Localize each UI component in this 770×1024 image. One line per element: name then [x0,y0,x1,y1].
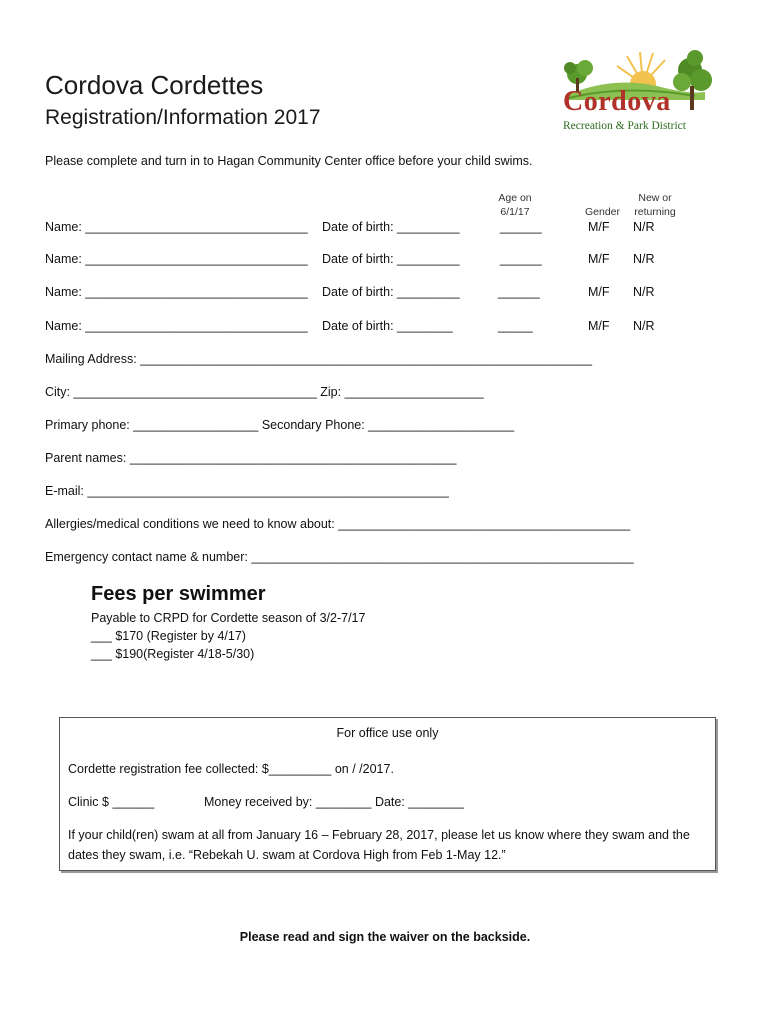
office-use-heading: For office use only [336,726,439,740]
swim-history-note: If your child(ren) swam at all from January 16 – February 28, 2017, please let us know where they swam and the dates they swam, i.e. “Rebekah U. swam at Cordova High from Feb 1-May 12.” [68,828,690,862]
email-field[interactable]: E-mail: ____________________________________________________ [45,484,449,498]
column-header-status-line2: returning [634,206,676,218]
clinic-field[interactable]: Clinic $ ______ [68,795,155,809]
gender-option[interactable]: M/F [588,285,610,299]
instructions-text: Please complete and turn in to Hagan Community Center office before your child swims. [45,154,533,168]
gender-option[interactable]: M/F [588,319,610,333]
gender-option[interactable]: M/F [588,220,610,234]
waiver-notice: Please read and sign the waiver on the backside. [239,930,531,944]
name-field[interactable]: Name: ________________________________ [45,252,308,266]
gender-option[interactable]: M/F [588,252,610,266]
name-field[interactable]: Name: ________________________________ [45,285,308,299]
parent-names-field[interactable]: Parent names: _______________________________________________ [45,451,457,465]
dob-field[interactable]: Date of birth: ________ [322,319,453,333]
logo-wordmark: Cordova [563,86,671,117]
column-header-age [490,191,540,219]
mailing-address-field[interactable]: Mailing Address: _________________________________________________________________ [45,352,593,366]
logo-tagline: Recreation & Park District [563,120,686,132]
column-header-gender: Gender [585,206,621,218]
dob-field[interactable]: Date of birth: _________ [322,252,460,266]
column-header-age-line1: Age on [498,192,532,204]
page-title: Cordova Cordettes [45,70,264,100]
fees-payable-text: Payable to CRPD for Cordette season of 3/2-7/17 [91,611,366,625]
phone-fields[interactable]: Primary phone: __________________ Secondary Phone: _____________________ [45,418,515,432]
cordova-logo [555,48,717,140]
fees-heading: Fees per swimmer [91,583,266,605]
age-field[interactable]: ______ [500,220,542,234]
fee-collected-field[interactable]: Cordette registration fee collected: $_________ on / /2017. [68,762,394,776]
status-option[interactable]: N/R [633,285,655,299]
column-header-age-line2: 6/1/17 [500,206,530,218]
age-field[interactable]: _____ [498,319,533,333]
column-header-status [630,191,680,219]
emergency-contact-field[interactable]: Emergency contact name & number: _______________________________________________________ [45,550,634,564]
dob-field[interactable]: Date of birth: _________ [322,220,460,234]
age-field[interactable]: ______ [500,252,542,266]
name-field[interactable]: Name: ________________________________ [45,319,308,333]
column-header-status-line1: New or [638,192,672,204]
fee-option-early[interactable]: ___ $170 (Register by 4/17) [91,629,246,643]
page-subtitle: Registration/Information 2017 [45,106,321,129]
age-field[interactable]: ______ [498,285,540,299]
status-option[interactable]: N/R [633,220,655,234]
office-use-box [59,717,716,871]
fee-option-late[interactable]: ___ $190(Register 4/18-5/30) [91,647,255,661]
city-zip-field[interactable]: City: ___________________________________ Zip: ____________________ [45,385,484,399]
allergies-field[interactable]: Allergies/medical conditions we need to know about: __________________________________________ [45,517,631,531]
money-received-field[interactable]: Money received by: ________ Date: ________ [204,795,464,809]
status-option[interactable]: N/R [633,252,655,266]
status-option[interactable]: N/R [633,319,655,333]
dob-field[interactable]: Date of birth: _________ [322,285,460,299]
name-field[interactable]: Name: ________________________________ [45,220,308,234]
